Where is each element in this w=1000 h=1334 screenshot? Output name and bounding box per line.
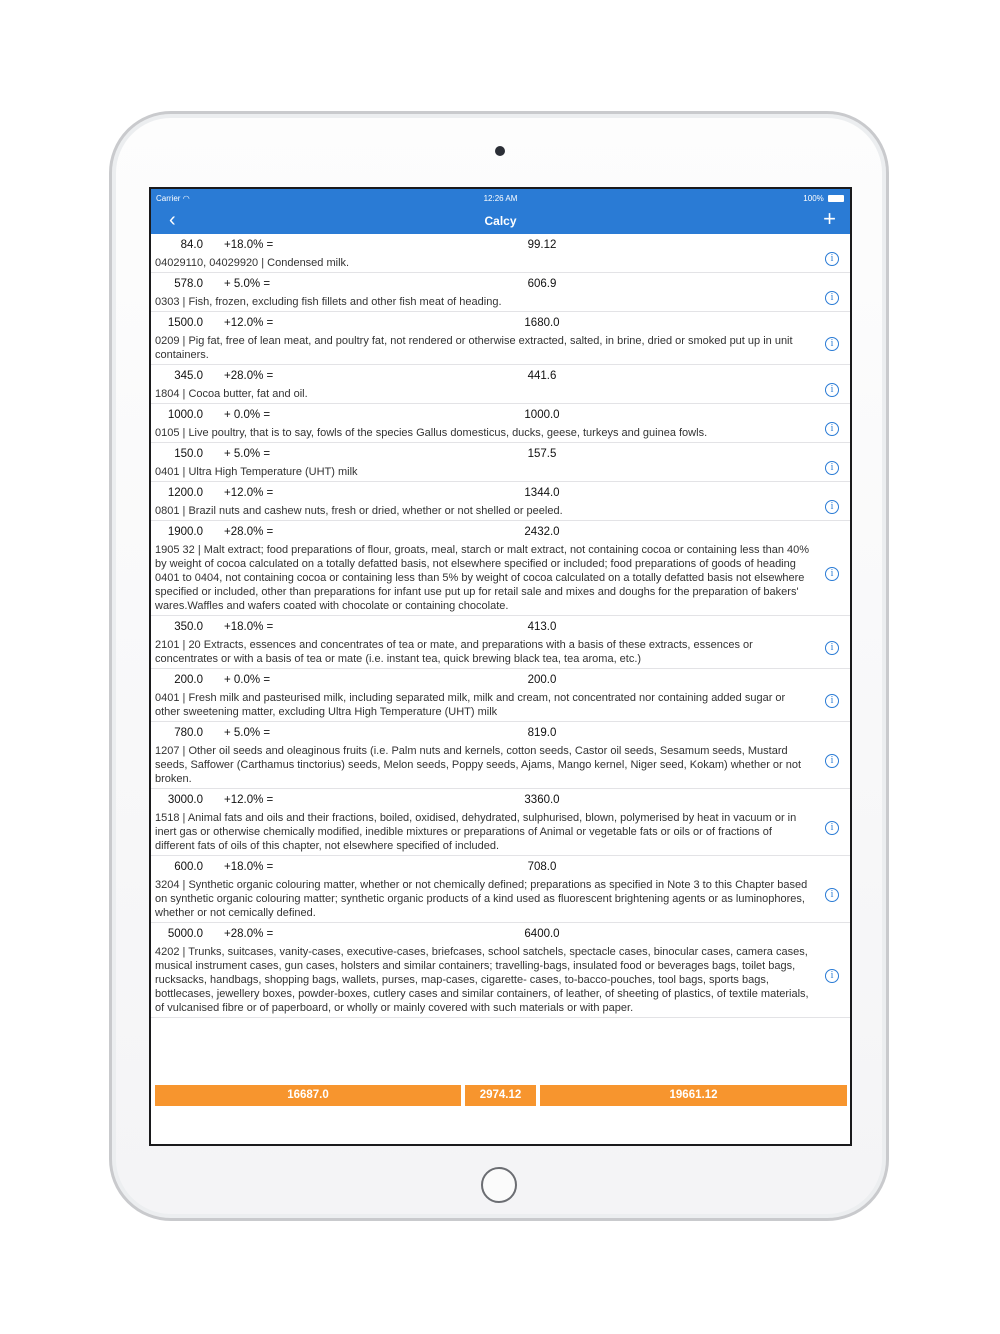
info-icon[interactable]: i [825, 422, 839, 436]
entry-result: 1680.0 [524, 317, 560, 329]
entry-result: 1000.0 [524, 409, 560, 421]
entry-description: 0801 | Brazil nuts and cashew nuts, fresh or dried, whether or not shelled or peeled. [155, 505, 563, 517]
page-title: Calcy [484, 214, 517, 228]
entry-amount: 200.0 [174, 674, 203, 686]
entry-row[interactable] [151, 616, 850, 669]
info-icon[interactable]: i [825, 969, 839, 983]
entry-row[interactable] [151, 789, 850, 856]
info-icon[interactable]: i [825, 641, 839, 655]
entry-rate: + 0.0% = [224, 409, 271, 421]
entry-row[interactable] [151, 443, 850, 482]
entry-description: 4202 | Trunks, suitcases, vanity-cases, executive-cases, briefcases, school satchels, spectacle cases, binocular cases, camera cases, musical instrument cases, gun cases, holsters and similar containers; travelling-bags, insulated food or beverages bags, toilet bags, rucksacks, handbags, shopping bags, wallets, purses, map-cases, cigarette- cases, to-bacco-pouches, tool bags, sports bags, bottlecases, jewellery boxes, powder-boxes, cutlery cases and similar containers, of leather, of sheeting of plastics, of textile materials, of vulcanised fibre or of paperboard, or wholly or mainly covered with such materials or with paper. [155, 946, 809, 1014]
app-screen [151, 189, 850, 1144]
info-icon[interactable]: i [825, 291, 839, 305]
entry-description: 0401 | Ultra High Temperature (UHT) milk [155, 466, 358, 478]
entry-description: 04029110, 04029920 | Condensed milk. [155, 257, 350, 269]
entry-amount: 1000.0 [167, 409, 203, 421]
calculation-line [151, 404, 850, 426]
entry-row[interactable] [151, 234, 850, 273]
entry-description: 0209 | Pig fat, free of lean meat, and poultry fat, not rendered or otherwise extracted, salted, in brine, dried or smoked put up in unit containers. [155, 335, 793, 361]
entry-amount: 780.0 [174, 727, 203, 739]
calculation-line [151, 482, 850, 504]
entry-row[interactable] [151, 365, 850, 404]
plus-icon[interactable]: + [823, 206, 836, 231]
wifi-icon: ◠ [182, 194, 190, 203]
entry-result: 413.0 [527, 621, 557, 633]
battery-percent: 100% [803, 194, 824, 203]
entry-rate: +18.0% = [224, 621, 274, 633]
entry-rate: +18.0% = [224, 239, 274, 251]
entry-row[interactable] [151, 923, 850, 1018]
screen [149, 187, 852, 1146]
amount-total: 16687.0 [155, 1085, 461, 1106]
entry-row[interactable] [151, 521, 850, 616]
carrier-text: Carrier [156, 194, 181, 203]
calculation-line [151, 789, 850, 811]
calculation-line [151, 616, 850, 638]
info-icon[interactable]: i [825, 754, 839, 768]
entry-amount: 1500.0 [167, 317, 203, 329]
entry-rate: +12.0% = [224, 487, 274, 499]
entry-result: 708.0 [527, 861, 557, 873]
entry-rate: + 5.0% = [224, 727, 271, 739]
calculation-line [151, 234, 850, 256]
entry-description: 1207 | Other oil seeds and oleaginous fruits (i.e. Palm nuts and kernels, cotton seeds, Castor oil seeds, Sesamum seeds, Mustard seeds, Saffower (Carthamus tinctorius) seeds, Melon seeds, Poppy seeds, Ajams, Mango kernel, Niger seed, Kokam) whether or not broken. [155, 745, 802, 785]
entry-rate: +28.0% = [224, 370, 274, 382]
info-icon[interactable]: i [825, 383, 839, 397]
entry-result: 1344.0 [524, 487, 560, 499]
entry-amount: 1200.0 [167, 487, 203, 499]
grand-total: 19661.12 [540, 1085, 847, 1106]
entry-description: 2101 | 20 Extracts, essences and concentrates of tea or mate, and preparations with a basis of these extracts, essences or concentrates or with a basis of tea or mate (i.e. instant tea, quick brewing black tea, tea aroma, etc.) [155, 639, 753, 665]
entry-row[interactable] [151, 722, 850, 789]
navigation-bar [151, 207, 850, 234]
info-icon[interactable]: i [825, 337, 839, 351]
entry-row[interactable] [151, 404, 850, 443]
battery-status [803, 194, 844, 203]
entry-result: 819.0 [527, 727, 557, 739]
entry-result: 441.6 [527, 370, 557, 382]
tax-total: 2974.12 [465, 1085, 536, 1106]
entry-amount: 600.0 [174, 861, 203, 873]
calculation-line [151, 856, 850, 878]
entry-result: 99.12 [527, 239, 557, 251]
entry-description: 1905 32 | Malt extract; food preparations of flour, groats, meal, starch or malt extract, not containing cocoa or containing less than 40% by weight of cocoa calculated on a totally defatted basis, not elsewhere specified or included; food preparations of goods of heading 0401 to 0404, not containing cocoa or containing less than 5% by weight of cocoa calculated on a totally defatted basis not elsewhere specified or included, other than preparations for infant use put up for retail sale and mixes and doughs for the preparation of bakers' wares.Waffles and wafers coated with chocolate or containing chocolate. [155, 544, 810, 612]
entry-amount: 350.0 [174, 621, 203, 633]
status-bar [151, 189, 850, 207]
info-icon[interactable]: i [825, 821, 839, 835]
entry-amount: 150.0 [174, 448, 203, 460]
entry-rate: + 5.0% = [224, 448, 271, 460]
totals-bar [155, 1085, 847, 1106]
entry-result: 606.9 [527, 278, 557, 290]
entry-rate: + 0.0% = [224, 674, 271, 686]
entry-rate: + 5.0% = [224, 278, 271, 290]
info-icon[interactable]: i [825, 252, 839, 266]
calculation-line [151, 443, 850, 465]
calculation-line [151, 722, 850, 744]
info-icon[interactable]: i [825, 694, 839, 708]
entry-amount: 84.0 [180, 239, 203, 251]
chevron-left-icon[interactable]: ‹ [169, 209, 176, 231]
entry-rate: +18.0% = [224, 861, 274, 873]
entry-result: 3360.0 [524, 794, 560, 806]
entry-row[interactable] [151, 482, 850, 521]
entry-description: 1804 | Cocoa butter, fat and oil. [155, 388, 308, 400]
entry-rate: +12.0% = [224, 794, 274, 806]
entry-amount: 1900.0 [167, 526, 203, 538]
info-icon[interactable]: i [825, 888, 839, 902]
entry-amount: 345.0 [174, 370, 203, 382]
info-icon[interactable]: i [825, 500, 839, 514]
battery-icon [828, 195, 844, 202]
entry-amount: 578.0 [174, 278, 203, 290]
calculation-line [151, 669, 850, 691]
entry-list[interactable] [151, 234, 850, 1083]
calculation-line [151, 273, 850, 295]
entry-description: 0105 | Live poultry, that is to say, fowls of the species Gallus domesticus, ducks, geese, turkeys and guinea fowls. [155, 427, 708, 439]
entry-result: 6400.0 [524, 928, 560, 940]
entry-description: 1518 | Animal fats and oils and their fractions, boiled, oxidised, dehydrated, sulphurised, blown, polymerised by heat in vacuum or in inert gas or otherwise chemically modified, inedible mixtures or preparations of Animal or vegetable fats or oils or of fractions of different fats of oils of this chapter, not elsewhere specified of included. [155, 812, 797, 852]
entry-description: 3204 | Synthetic organic colouring matter, whether or not chemically defined; preparations as specified in Note 3 to this Chapter based on synthetic organic colouring matter; synthetic organic products of a kind used as fluorescent brightening agents or as luminophores, whether or not cemically defined. [155, 879, 808, 919]
calculation-line [151, 923, 850, 945]
calculation-line [151, 521, 850, 543]
entry-description: 0303 | Fish, frozen, excluding fish fillets and other fish meat of heading. [155, 296, 502, 308]
calculation-line [151, 365, 850, 387]
calculation-line [151, 312, 850, 334]
entry-amount: 5000.0 [167, 928, 203, 940]
entry-rate: +28.0% = [224, 526, 274, 538]
home-button[interactable] [481, 1167, 517, 1203]
entry-rate: +28.0% = [224, 928, 274, 940]
entry-result: 2432.0 [524, 526, 560, 538]
info-icon[interactable]: i [825, 461, 839, 475]
info-icon[interactable]: i [825, 567, 839, 581]
entry-amount: 3000.0 [167, 794, 203, 806]
entry-description: 0401 | Fresh milk and pasteurised milk, including separated milk, milk and cream, not concentrated nor containing added sugar or other sweetening matter, excluding Ultra High Temperature (UHT) milk [155, 692, 786, 718]
entry-row[interactable] [151, 856, 850, 923]
entry-row[interactable] [151, 312, 850, 365]
entry-row[interactable] [151, 669, 850, 722]
entry-row[interactable] [151, 273, 850, 312]
entry-result: 200.0 [527, 674, 557, 686]
entry-result: 157.5 [527, 448, 557, 460]
camera-icon [495, 146, 505, 156]
status-time: 12:26 AM [483, 194, 518, 203]
entry-rate: +12.0% = [224, 317, 274, 329]
